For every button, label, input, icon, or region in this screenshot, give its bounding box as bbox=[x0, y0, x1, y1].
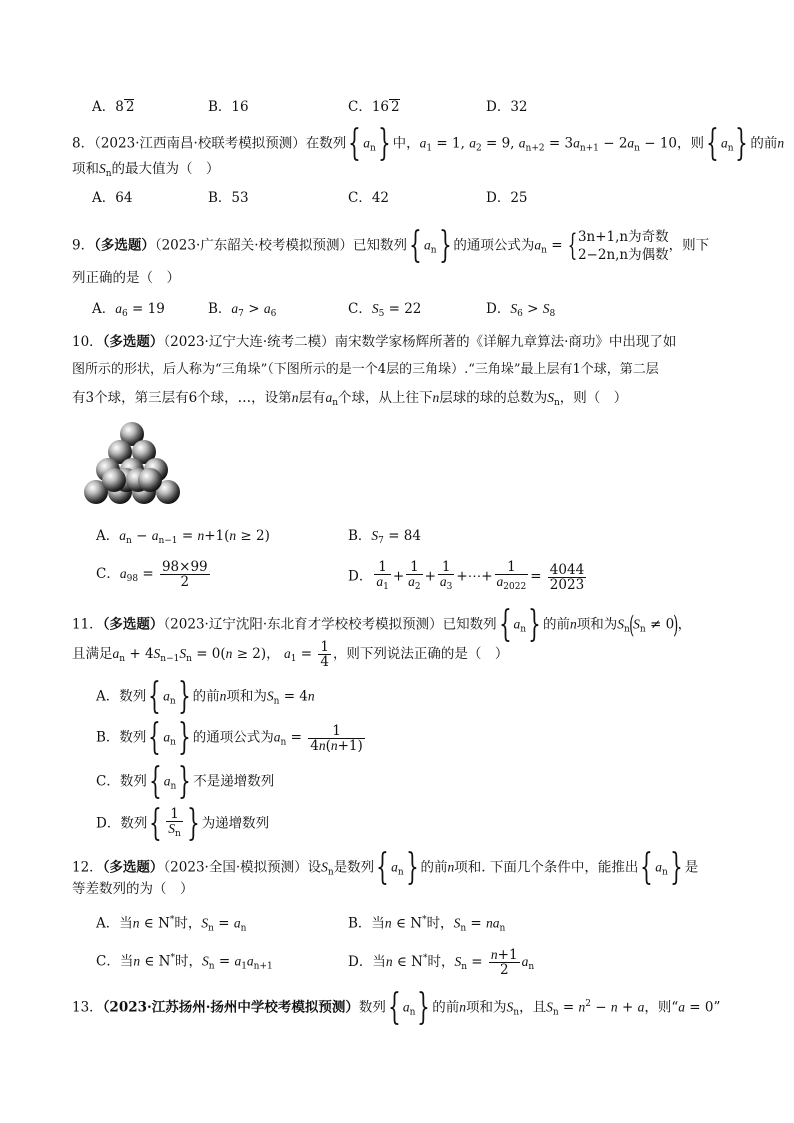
q7-option-b: B．16 bbox=[208, 99, 249, 115]
q12-stem-line2: 等差数列的为（ ） bbox=[72, 881, 194, 897]
q11-stem-line1: 11．（多选题）（2023·辽宁沈阳·东北育才学校校考模拟预测）已知数列{ $a_n$} 的前n项和为$S_n(S_n \ne 0)$， bbox=[72, 604, 692, 645]
q11-option-a: A．数列{ $a_n$} 的前n项和为$S_n = 4n$ bbox=[96, 676, 315, 717]
q13-stem-line1: 13．（2023·江苏扬州·扬州中学校考模拟预测）数列{ $a_n$} 的前n项和为$S_n$，且$S_n = n^2 - n + a$，则“a = 0” bbox=[72, 987, 721, 1028]
q8-stem-line2: 项和$S_n$的最大值为（ ） bbox=[72, 161, 220, 179]
q7-option-a: A．8 2 bbox=[92, 99, 135, 115]
q8-option-c: C．42 bbox=[348, 190, 390, 206]
q10-option-c: C．$a_{98}$ = $\frac{98\times 99}{2}$ bbox=[96, 559, 208, 590]
q12-option-c: C．当n ∈ N*时，$S_n = a_1a_{n+1}$ bbox=[96, 953, 273, 972]
q10-option-a: A．$a_n - a_{n-1} = n+1(n \ge 2)$ bbox=[96, 528, 270, 546]
q7-option-d: D．32 bbox=[486, 99, 528, 115]
q10-option-b: B．$S_7 = 84$ bbox=[348, 528, 421, 546]
q9-option-a: A．$a_6 = 19$ bbox=[92, 301, 165, 319]
q8-option-b: B．53 bbox=[208, 190, 249, 206]
triangular-pyramid-figure bbox=[80, 420, 185, 512]
q8-option-d: D．25 bbox=[486, 190, 528, 206]
q9-stem-line1: 9．（多选题）（2023·广东韶关·校考模拟预测）已知数列{ $a_n$} 的通项公式为$a_n$ = { 3n+1,n为奇数 2−2n,n为偶数 ，则下 bbox=[72, 225, 710, 266]
q12-option-d: D．当n ∈ N*时，$S_n$ = $\frac{n+1}{2}$ $a_n$ bbox=[348, 947, 535, 978]
q8-stem-line1: 8．（2023·江西南昌·校联考模拟预测）在数列{ $a_n$} 中，$a_1 = 1$, $a_2 = 9$, $a_{n+2} = 3a_{n+1} - 2a_n - 10$，则{ $a_n$} 的前n bbox=[72, 123, 785, 164]
q12-stem-line1: 12．（多选题）（2023·全国·模拟预测）设$S_n$是数列{ $a_n$} 的前n项和. 下面几个条件中，能推出{ $a_n$} 是 bbox=[72, 847, 699, 888]
q9-stem-line2: 列正确的是（ ） bbox=[72, 270, 180, 286]
sphere bbox=[102, 468, 126, 492]
q7-option-c: C．16 2 bbox=[348, 99, 400, 115]
q9-option-d: D．$S_6 > S_8$ bbox=[486, 301, 556, 319]
q10-stem-line3: 有3个球，第三层有6个球，…，设第n层有$a_n$个球，从上往下n层球的球的总数为$S_n$，则（ ） bbox=[72, 390, 628, 408]
q9-option-c: C．$S_5 = 22$ bbox=[348, 301, 422, 319]
q10-stem-line1: 10．（多选题）（2023·辽宁大连·统考二模）南宋数学家杨辉所著的《详解九章算法·商功》中出现了如 bbox=[72, 334, 677, 350]
q11-option-b: B．数列{ $a_n$} 的通项公式为$a_n$ = $\frac{1}{4n(n+1)}$ bbox=[96, 717, 363, 758]
q9-option-b: B．$a_7 > a_6$ bbox=[208, 301, 277, 319]
q8-option-a: A．64 bbox=[92, 190, 133, 206]
q11-option-c: C．数列{ $a_n$} 不是递增数列 bbox=[96, 761, 275, 802]
q11-option-d: D．数列{ $\frac{1}{S_n}$ } 为递增数列 bbox=[96, 803, 270, 844]
q11-stem-line2: 且满足$a_n + 4S_{n-1}S_n = 0(n \ge 2)$， $a_1$ = $\frac{1}{4}$ ，则下列说法正确的是（ ） bbox=[72, 639, 509, 670]
q12-option-b: B．当n ∈ N*时，$S_n = na_n$ bbox=[348, 915, 506, 934]
sphere bbox=[138, 468, 162, 492]
q12-option-a: A．当n ∈ N*时，$S_n = a_n$ bbox=[96, 915, 247, 934]
q10-option-d: D． $\frac{1}{a_1}$ + $\frac{1}{a_2}$ + $\frac{1}{a_3}$ +⋯+ $\frac{1}{a_{2022}}$ = $\frac{4044}{2023}$ bbox=[348, 559, 585, 593]
q10-stem-line2: 图所示的形状，后人称为“三角垛”（下图所示的是一个4层的三角垛）.“三角垛”最上层有1个球，第二层 bbox=[72, 362, 659, 377]
